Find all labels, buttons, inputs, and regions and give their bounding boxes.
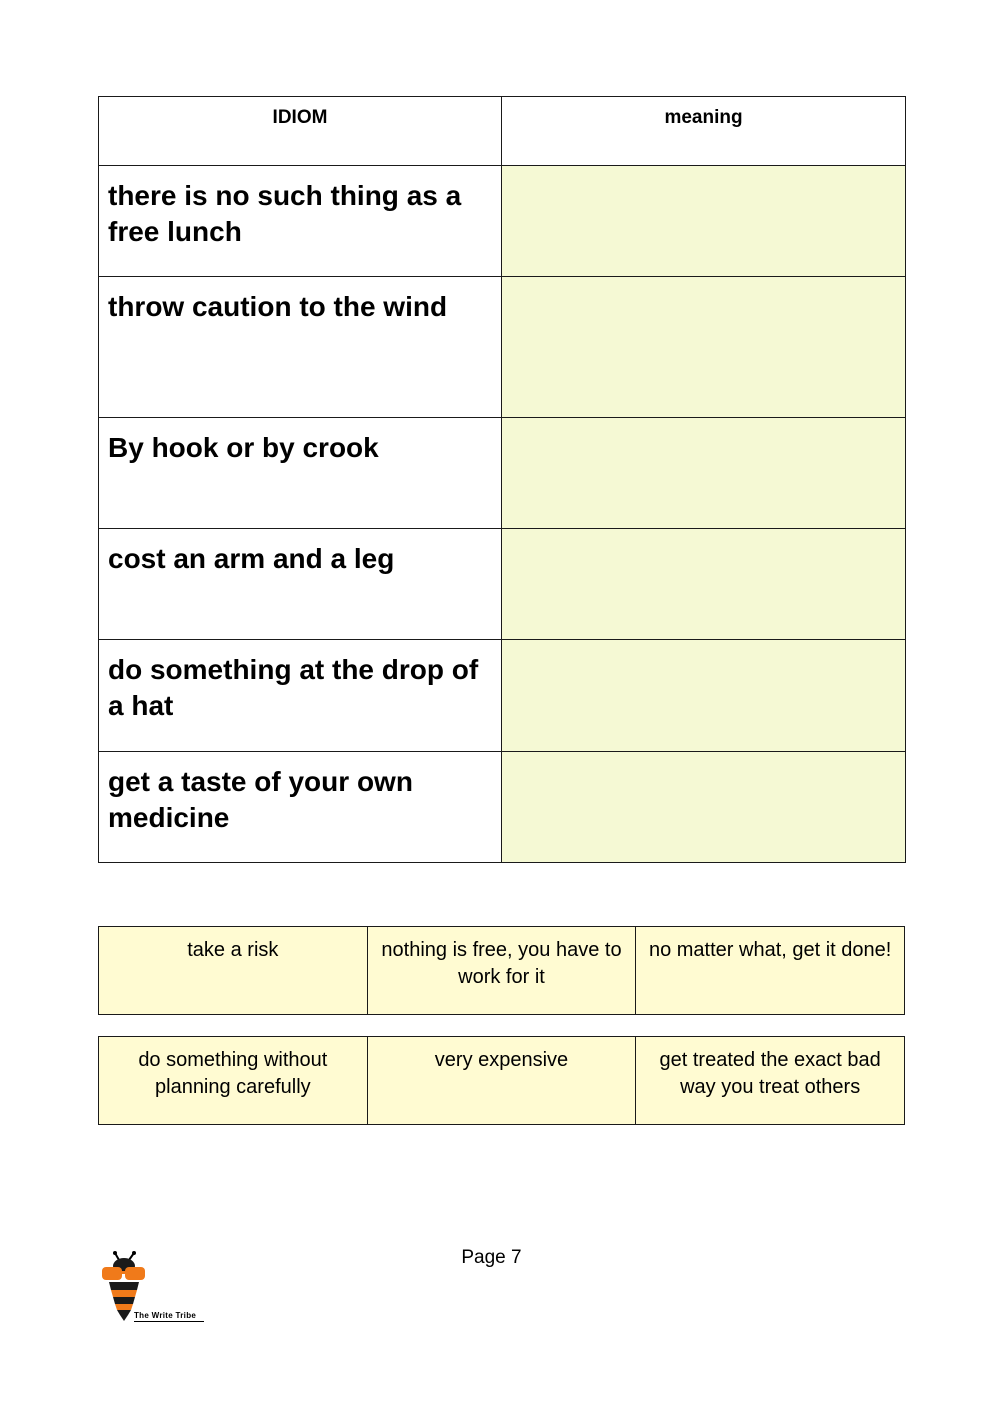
meaning-answer-cell[interactable] [502,166,906,277]
answer-options-row-b [98,1036,905,1125]
answer-option[interactable]: do something without planning carefully [99,1037,368,1125]
idiom-cell: cost an arm and a leg [99,529,502,640]
idiom-cell: do something at the drop of a hat [99,640,502,752]
meaning-answer-cell[interactable] [502,529,906,640]
idiom-cell: By hook or by crook [99,418,502,529]
page-number: Page 7 [461,1247,522,1268]
answer-option[interactable]: take a risk [99,927,368,1015]
meaning-answer-cell[interactable] [502,277,906,418]
table-row [99,277,906,418]
idiom-cell: throw caution to the wind [99,277,502,418]
idiom-cell: there is no such thing as a free lunch [99,166,502,277]
table-row [99,166,906,277]
answer-option[interactable]: no matter what, get it done! [636,927,905,1015]
logo-text: The Write Tribe [134,1311,204,1322]
answer-option[interactable]: get treated the exact bad way you treat others [636,1037,905,1125]
idiom-table [98,96,906,863]
answer-options-row-a [98,926,905,1015]
table-row [99,752,906,863]
table-header-row [99,97,906,166]
meaning-answer-cell[interactable] [502,752,906,863]
meaning-column-header: meaning [502,97,906,166]
meaning-answer-cell[interactable] [502,418,906,529]
table-row [99,418,906,529]
table-row [99,640,906,752]
idiom-cell: get a taste of your own medicine [99,752,502,863]
answer-option[interactable]: very expensive [367,1037,636,1125]
meaning-answer-cell[interactable] [502,640,906,752]
table-row [99,529,906,640]
idiom-column-header: IDIOM [99,97,502,166]
answer-option[interactable]: nothing is free, you have to work for it [367,927,636,1015]
